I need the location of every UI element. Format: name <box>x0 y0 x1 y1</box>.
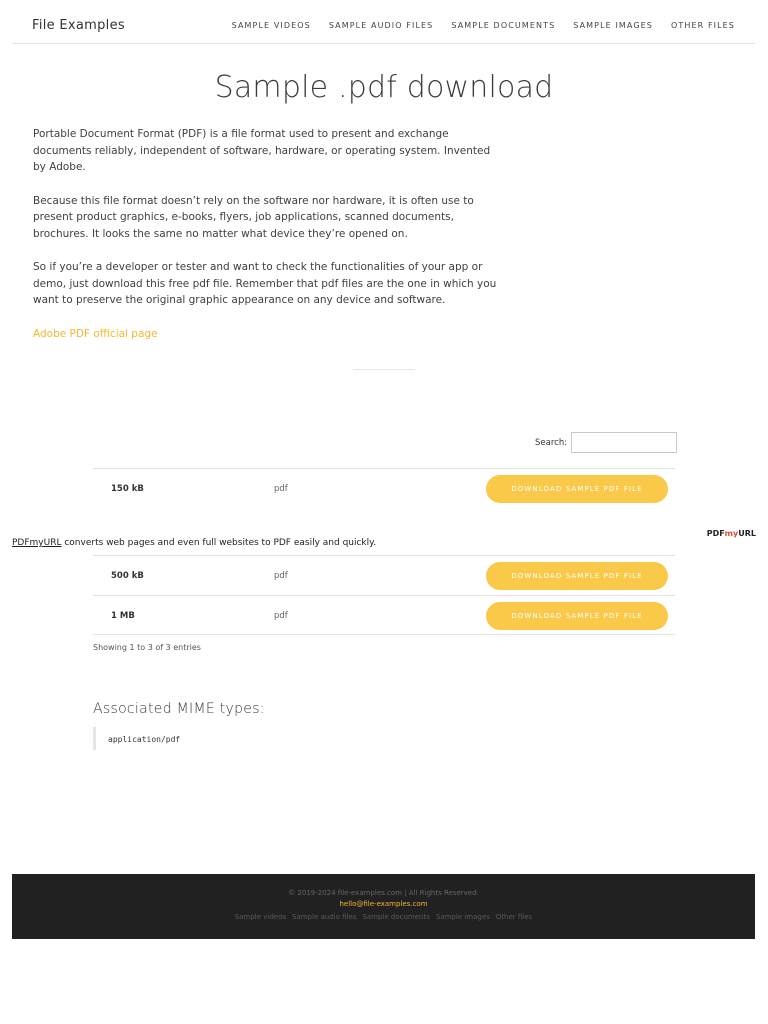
mime-type-value: application/pdf <box>108 735 181 744</box>
site-header <box>12 0 755 44</box>
intro-text <box>33 126 498 359</box>
logo-part: PDF <box>706 529 725 538</box>
footer-link-sample-videos[interactable]: Sample videos <box>234 913 287 921</box>
pdfmyurl-link[interactable]: PDFmyURL <box>12 538 62 548</box>
footer-link-sample-documents[interactable]: Sample documents <box>362 913 430 921</box>
mime-type-block <box>93 727 293 750</box>
mime-types-heading: Associated MIME types: <box>93 701 265 717</box>
logo-part: my <box>724 529 739 538</box>
search-label: Search: <box>535 437 568 448</box>
download-button[interactable]: DOWNLOAD SAMPLE PDF FILE <box>486 562 668 590</box>
nav-sample-audio-files[interactable]: SAMPLE AUDIO FILES <box>328 21 434 30</box>
page-title: Sample .pdf download <box>214 70 554 105</box>
file-type: pdf <box>274 571 288 581</box>
file-type: pdf <box>274 484 288 494</box>
footer-link-other-files[interactable]: Other files <box>495 913 533 921</box>
nav-sample-documents[interactable]: SAMPLE DOCUMENTS <box>451 21 556 30</box>
promo-description: converts web pages and even full websites to PDF easily and quickly. <box>61 538 377 548</box>
download-button[interactable]: DOWNLOAD SAMPLE PDF FILE <box>486 602 668 630</box>
table-row <box>93 468 675 508</box>
footer-links <box>12 913 755 921</box>
intro-paragraph: So if you’re a developer or tester and want to check the functionalities of your app or demo, just download this free pdf file. Remember that pdf files are the one in which you want to preserve the original graphic appearance on any device and software. <box>33 261 497 306</box>
footer-link-sample-images[interactable]: Sample images <box>435 913 490 921</box>
main-nav <box>232 21 735 30</box>
logo-part: URL <box>738 529 756 538</box>
nav-sample-images[interactable]: SAMPLE IMAGES <box>573 21 653 30</box>
file-size: 1 MB <box>111 611 135 621</box>
footer-link-sample-audio-files[interactable]: Sample audio files <box>292 913 357 921</box>
intro-paragraph: Because this file format doesn’t rely on the software nor hardware, it is often use to present product graphics, e-books, flyers, job applications, scanned documents, brochures. It looks the same no matter what device they’re opened on. <box>33 194 474 240</box>
file-size: 500 kB <box>111 571 144 581</box>
copyright-text: © 2019-2024 file-examples.com | All Rights Reserved. <box>288 889 479 897</box>
nav-other-files[interactable]: OTHER FILES <box>670 21 735 30</box>
intro-paragraph: Portable Document Format (PDF) is a file format used to present and exchange documents reliably, independent of software, hardware, or operating system. Invented by Adobe. <box>33 128 491 173</box>
divider <box>353 369 415 370</box>
table-row <box>93 555 675 595</box>
file-size: 150 kB <box>111 484 144 494</box>
download-button[interactable]: DOWNLOAD SAMPLE PDF FILE <box>486 475 668 503</box>
file-type: pdf <box>274 611 288 621</box>
table-info: Showing 1 to 3 of 3 entries <box>93 643 201 652</box>
pdfmyurl-logo[interactable] <box>707 529 756 538</box>
nav-sample-videos[interactable]: SAMPLE VIDEOS <box>231 21 311 30</box>
site-footer <box>12 874 755 939</box>
search-input[interactable] <box>571 432 677 453</box>
promo-text <box>12 538 376 548</box>
promo-bar <box>12 529 756 548</box>
site-logo[interactable]: File Examples <box>32 18 125 33</box>
table-row <box>93 595 675 635</box>
adobe-official-link[interactable]: Adobe PDF official page <box>33 327 158 340</box>
table-search <box>535 432 677 453</box>
contact-email-link[interactable]: hello@file-examples.com <box>339 900 428 908</box>
